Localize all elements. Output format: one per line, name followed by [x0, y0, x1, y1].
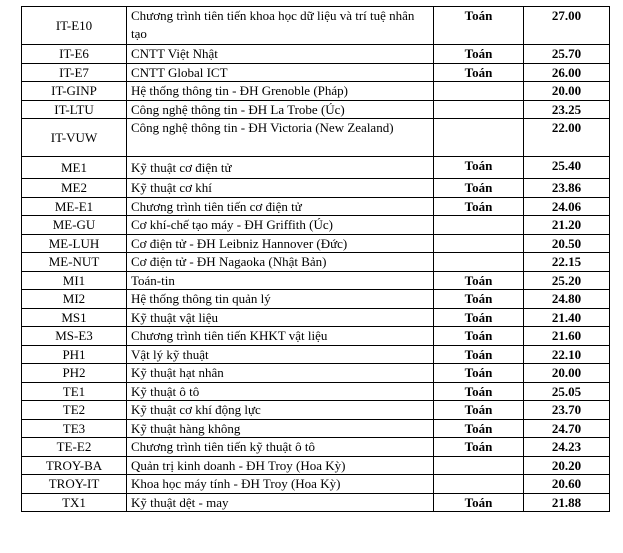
- cutoff-score-cell: 22.00: [524, 119, 610, 157]
- priority-subject-cell: Toán: [434, 63, 524, 82]
- program-name-cell: Kỹ thuật dệt - may: [127, 493, 434, 512]
- program-name-cell: Chương trình tiên tiến cơ điện tử: [127, 197, 434, 216]
- priority-subject-cell: Toán: [434, 493, 524, 512]
- priority-subject-cell: Toán: [434, 345, 524, 364]
- priority-subject-cell: Toán: [434, 308, 524, 327]
- priority-subject-cell: Toán: [434, 197, 524, 216]
- program-name-cell: Cơ điện tử - ĐH Nagaoka (Nhật Bản): [127, 253, 434, 272]
- table-row: [22, 327, 610, 346]
- cutoff-score-cell: 22.15: [524, 253, 610, 272]
- program-name-cell: Quản trị kinh doanh - ĐH Troy (Hoa Kỳ): [127, 456, 434, 475]
- program-code-cell: ME-GU: [22, 216, 127, 235]
- table-row: [22, 63, 610, 82]
- cutoff-score-cell: 25.40: [524, 157, 610, 179]
- priority-subject-cell: Toán: [434, 382, 524, 401]
- priority-subject-cell: Toán: [434, 327, 524, 346]
- program-name-cell: Công nghệ thông tin - ĐH Victoria (New Zealand): [127, 119, 434, 157]
- table-row: [22, 382, 610, 401]
- cutoff-score-cell: 23.86: [524, 179, 610, 198]
- program-name-cell: Kỹ thuật hạt nhân: [127, 364, 434, 383]
- table-row: [22, 179, 610, 198]
- program-code-cell: ME-E1: [22, 197, 127, 216]
- priority-subject-cell: [434, 253, 524, 272]
- cutoff-score-cell: 21.40: [524, 308, 610, 327]
- priority-subject-cell: Toán: [434, 364, 524, 383]
- table-row: [22, 82, 610, 101]
- cutoff-score-cell: 21.88: [524, 493, 610, 512]
- priority-subject-cell: [434, 119, 524, 157]
- cutoff-score-cell: 26.00: [524, 63, 610, 82]
- priority-subject-cell: [434, 456, 524, 475]
- cutoff-score-cell: 24.70: [524, 419, 610, 438]
- table-row: [22, 157, 610, 179]
- cutoff-score-cell: 21.60: [524, 327, 610, 346]
- cutoff-score-cell: 25.05: [524, 382, 610, 401]
- program-name-cell: Kỹ thuật cơ khí: [127, 179, 434, 198]
- program-name-cell: Hệ thống thông tin quản lý: [127, 290, 434, 309]
- priority-subject-cell: Toán: [434, 7, 524, 45]
- program-code-cell: PH2: [22, 364, 127, 383]
- score-table-body: [22, 7, 610, 512]
- cutoff-score-cell: 20.00: [524, 364, 610, 383]
- program-code-cell: MS1: [22, 308, 127, 327]
- admission-score-table: [21, 6, 610, 512]
- cutoff-score-cell: 20.20: [524, 456, 610, 475]
- program-code-cell: ME1: [22, 157, 127, 179]
- program-name-cell: CNTT Global ICT: [127, 63, 434, 82]
- table-row: [22, 456, 610, 475]
- priority-subject-cell: Toán: [434, 401, 524, 420]
- program-name-cell: Khoa học máy tính - ĐH Troy (Hoa Kỳ): [127, 475, 434, 494]
- priority-subject-cell: [434, 82, 524, 101]
- table-row: [22, 438, 610, 457]
- cutoff-score-cell: 25.20: [524, 271, 610, 290]
- program-name-cell: Kỹ thuật hàng không: [127, 419, 434, 438]
- program-code-cell: TE3: [22, 419, 127, 438]
- program-name-cell: Chương trình tiên tiến kỹ thuật ô tô: [127, 438, 434, 457]
- cutoff-score-cell: 27.00: [524, 7, 610, 45]
- cutoff-score-cell: 24.23: [524, 438, 610, 457]
- priority-subject-cell: Toán: [434, 45, 524, 64]
- table-row: [22, 45, 610, 64]
- cutoff-score-cell: 21.20: [524, 216, 610, 235]
- table-row: [22, 271, 610, 290]
- program-code-cell: IT-VUW: [22, 119, 127, 157]
- program-code-cell: MS-E3: [22, 327, 127, 346]
- cutoff-score-cell: 23.70: [524, 401, 610, 420]
- program-code-cell: TX1: [22, 493, 127, 512]
- program-code-cell: TROY-BA: [22, 456, 127, 475]
- program-code-cell: ME-NUT: [22, 253, 127, 272]
- program-code-cell: TE-E2: [22, 438, 127, 457]
- program-code-cell: IT-E7: [22, 63, 127, 82]
- table-row: [22, 290, 610, 309]
- table-row: [22, 364, 610, 383]
- program-code-cell: IT-LTU: [22, 100, 127, 119]
- cutoff-score-cell: 20.60: [524, 475, 610, 494]
- priority-subject-cell: Toán: [434, 438, 524, 457]
- priority-subject-cell: [434, 234, 524, 253]
- cutoff-score-cell: 23.25: [524, 100, 610, 119]
- program-code-cell: IT-E10: [22, 7, 127, 45]
- table-row: [22, 253, 610, 272]
- table-row: [22, 345, 610, 364]
- priority-subject-cell: Toán: [434, 157, 524, 179]
- priority-subject-cell: Toán: [434, 290, 524, 309]
- cutoff-score-cell: 22.10: [524, 345, 610, 364]
- table-row: [22, 493, 610, 512]
- cutoff-score-cell: 20.00: [524, 82, 610, 101]
- program-name-cell: Kỹ thuật cơ điện tử: [127, 157, 434, 179]
- table-row: [22, 216, 610, 235]
- priority-subject-cell: Toán: [434, 419, 524, 438]
- program-code-cell: IT-GINP: [22, 82, 127, 101]
- program-code-cell: IT-E6: [22, 45, 127, 64]
- priority-subject-cell: [434, 100, 524, 119]
- program-code-cell: PH1: [22, 345, 127, 364]
- cutoff-score-cell: 20.50: [524, 234, 610, 253]
- program-code-cell: TROY-IT: [22, 475, 127, 494]
- program-code-cell: TE2: [22, 401, 127, 420]
- table-row: [22, 7, 610, 45]
- program-name-cell: Vật lý kỹ thuật: [127, 345, 434, 364]
- program-name-cell: Chương trình tiên tiến khoa học dữ liệu và trí tuệ nhân tạo: [127, 7, 434, 45]
- priority-subject-cell: [434, 475, 524, 494]
- table-row: [22, 401, 610, 420]
- program-name-cell: Cơ điện tử - ĐH Leibniz Hannover (Đức): [127, 234, 434, 253]
- table-row: [22, 197, 610, 216]
- priority-subject-cell: Toán: [434, 179, 524, 198]
- program-name-cell: Kỹ thuật cơ khí động lực: [127, 401, 434, 420]
- priority-subject-cell: Toán: [434, 271, 524, 290]
- table-row: [22, 234, 610, 253]
- program-name-cell: Kỹ thuật ô tô: [127, 382, 434, 401]
- program-name-cell: CNTT Việt Nhật: [127, 45, 434, 64]
- priority-subject-cell: [434, 216, 524, 235]
- program-code-cell: MI2: [22, 290, 127, 309]
- program-code-cell: ME-LUH: [22, 234, 127, 253]
- program-code-cell: TE1: [22, 382, 127, 401]
- cutoff-score-cell: 24.80: [524, 290, 610, 309]
- table-row: [22, 419, 610, 438]
- program-name-cell: Hệ thống thông tin - ĐH Grenoble (Pháp): [127, 82, 434, 101]
- program-code-cell: MI1: [22, 271, 127, 290]
- program-name-cell: Công nghệ thông tin - ĐH La Trobe (Úc): [127, 100, 434, 119]
- table-row: [22, 100, 610, 119]
- program-name-cell: Chương trình tiên tiến KHKT vật liệu: [127, 327, 434, 346]
- program-name-cell: Cơ khí-chế tạo máy - ĐH Griffith (Úc): [127, 216, 434, 235]
- program-code-cell: ME2: [22, 179, 127, 198]
- cutoff-score-cell: 25.70: [524, 45, 610, 64]
- table-row: [22, 308, 610, 327]
- table-row: [22, 475, 610, 494]
- table-row: [22, 119, 610, 157]
- program-name-cell: Kỹ thuật vật liệu: [127, 308, 434, 327]
- cutoff-score-cell: 24.06: [524, 197, 610, 216]
- program-name-cell: Toán-tin: [127, 271, 434, 290]
